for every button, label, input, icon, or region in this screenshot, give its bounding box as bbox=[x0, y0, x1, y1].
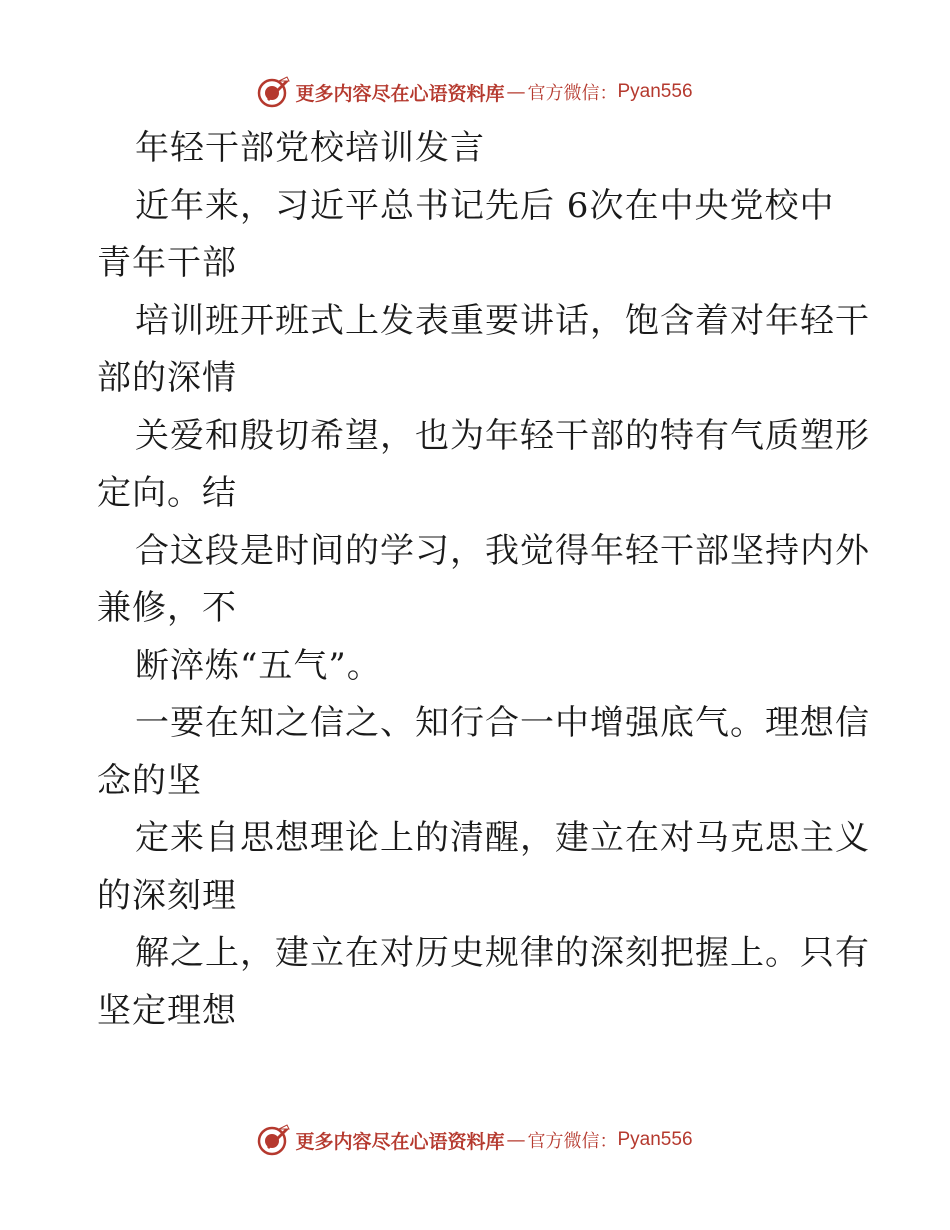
paragraph-line: 关爱和殷切希望，也为年轻干部的特有气质塑形 bbox=[135, 415, 870, 456]
footer-banner bbox=[0, 1120, 950, 1160]
banner-slogan: 更多内容尽在心语资料库 bbox=[295, 1130, 505, 1153]
quill-logo-icon bbox=[257, 1123, 291, 1157]
paragraph-line: 定向。结 bbox=[97, 473, 237, 513]
paragraph-line: 部的深情 bbox=[97, 358, 237, 398]
banner-wechat-id: Pyan556 bbox=[617, 1129, 693, 1150]
paragraph-line: 解之上，建立在对历史规律的深刻把握上。只有 bbox=[135, 933, 870, 973]
header-banner bbox=[0, 72, 950, 112]
document-title: 年轻干部党校培训发言 bbox=[135, 128, 485, 168]
paragraph-line: 定来自思想理论上的清醒，建立在对马克思主义 bbox=[135, 818, 870, 858]
quill-logo-icon bbox=[257, 75, 291, 109]
paragraph-line: 断淬炼“五气”。 bbox=[135, 645, 382, 686]
paragraph-line: 一要在知之信之、知行合一中增强底气。理想信 bbox=[135, 703, 870, 743]
banner-separator: — bbox=[506, 1129, 526, 1151]
paragraph-line: 兼修，不 bbox=[97, 588, 237, 628]
paragraph-line: 青年干部 bbox=[97, 243, 237, 283]
banner-slogan: 更多内容尽在心语资料库 bbox=[295, 82, 505, 105]
paragraph-line: 的深刻理 bbox=[97, 875, 237, 916]
paragraph-line: 合这段是时间的学习，我觉得年轻干部坚持内外 bbox=[135, 530, 870, 571]
paragraph-line: 近年来，习近平总书记先后 6次在中央党校中 bbox=[135, 185, 835, 226]
paragraph-line: 念的坚 bbox=[97, 760, 202, 801]
banner-wechat-id: Pyan556 bbox=[617, 81, 693, 102]
paragraph-line: 坚定理想 bbox=[97, 990, 237, 1031]
paragraph-line: 培训班开班式上发表重要讲话，饱含着对年轻干 bbox=[135, 300, 870, 341]
document-body bbox=[97, 120, 870, 1040]
banner-wechat-label: 官方微信： bbox=[527, 83, 618, 104]
banner-separator: — bbox=[506, 81, 526, 103]
banner-wechat-label: 官方微信： bbox=[527, 1131, 618, 1152]
